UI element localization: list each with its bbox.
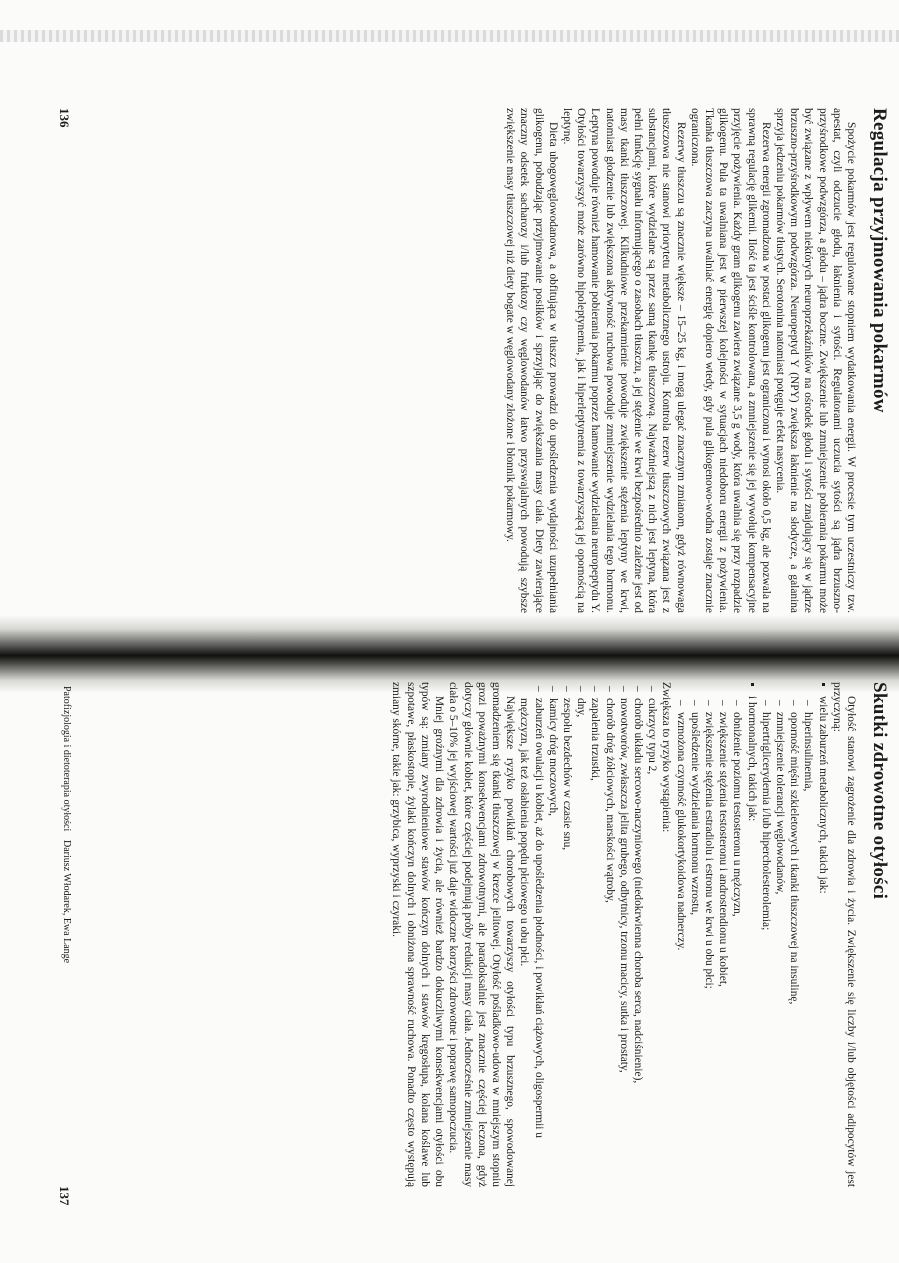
list-item: – zapalenia trzustki, [588,698,602,1187]
list-item: – wzmożona czynność glukokortykoidowa nadnerczy. [673,712,687,1187]
list-item: – upośledzenie wydzielania hormonu wzrostu, [688,712,702,1187]
list-item: – zwiększenie stężenia testosteronu i androstendionu u kobiet, [716,712,730,1187]
list-item [673,696,758,1187]
list-item: – zespołu bezdechów w czasie snu, [560,698,574,1187]
list-item: – hipertriglicerydemia i/lub hipercholesterolemia; [759,712,773,1187]
left-footer-author: Dariusz Włodarek, Ewa Lange [61,840,72,964]
right-page [110,682,890,1187]
list-item: – oporność mięśni szkieletowych i tkanki tłuszczowej na insulinę, [787,712,801,1187]
left-paragraph-2: Rezerwa energii zgromadzona w postaci glikogenu jest ograniczona i wynosi około 0,5 kg, ale pozwala na sprawną regulację glikemii. Ilość ta jest ściśle kontrolowana, a zmniejszenie się jej wywołuje kompensacyjne przyjęcie pożywienia. Każdy gram glikogenu zawiera związane 3,5 g wody, która uwalnia się przy rozpadzie glikogenu. Pula ta uwalniana jest w pierwszej kolejności w sytuacjach niedoboru energii z pożywienia. Tkanka tłuszczowa zaczyna uwalniać energię dopiero wtedy, gdy pula glikogenowo-wodna zostaje znacznie ograniczona. [688,108,772,613]
list-item: – zwiększenie stężenia estradiolu i estronu we krwi u obu płci; [702,712,716,1187]
risk-list [517,682,659,1187]
right-paragraph-2: Mniej groźnymi dla zdrowia i życia, ale również bardzo dokuczliwymi konsekwencjami otyłości obu typów są: zmiany zwyrodnieniowe stawów kończyn dolnych i stawów kręgosłupa, kolana koślawe lub szpotawe, płaskostopie, żylaki kończyn dolnych i obniżona sprawność ruchowa. Ponadto często występują zmiany skórne, takie jak: grzybica, wyprzyski i czyraki. [390,682,446,1187]
list-item: – chorób dróg żółciowych, marskości wątroby, [602,698,616,1187]
list-item: – zmniejszenie tolerancji węglowodanów, [773,712,787,1187]
right-heading: Skutki zdrowotne otyłości [869,682,890,900]
risk-intro: Zwiększa to ryzyko wystąpienia: [660,682,673,833]
right-paragraph-1: Największe ryzyko powikłań chorobowych towarzyszy otyłości typu brzusznego, spowodowanej gromadzeniem się tkanki tłuszczowej w krezce jelitowej. Otyłość pośladkowo-udowa w mniejszym stopniu grozi poważnymi konsekwencjami zdrowotnymi, ale paradoksalnie jest znacznie częściej leczona, gdyż dotyczy głównie kobiet, które częściej podejmują próby redukcji masy ciała. Jednocześnie zmniejszenie masy ciała o 5–10% jej wyjściowej wartości już daje widoczne korzyści zdrowotne i poprawę samopoczucia. [447,682,517,1187]
list-item: – chorób układu sercowo-naczyniowego (niedokrwienna choroba serca, nadciśnienie), [631,698,645,1187]
left-heading: Regulacja przyjmowania pokarmów [869,108,890,413]
list-item: – cukrzycy typu 2, [645,698,659,1187]
list-item [759,696,830,1187]
left-paragraph-3: Rezerwy tłuszczu są znacznie większe – 15–25 kg, i mogą ulegać znacznym zmianom, gdyż równowaga tłuszczowa nie stanowi priorytetu metabolicznego ustroju. Kontrola rezerw tłuszczowych związana jest z substancjami, które wydzielane są przez samą tkankę tłuszczową. Najważniejszą z nich jest leptyna, która pełni funkcję sygnału informującego o zasobach tłuszczu, a jej stężenie we krwi bezpośrednio zależne jest od masy tkanki tłuszczowej. Kilkudniowe przekarmienie powoduje zwiększenie stężenia leptyny we krwi, natomiast głodzenie lub zwiększona aktywność ruchowa powoduje zmniejszenie wydzielania tego hormonu. Leptyna powoduje również hamowanie pobierania pokarmu poprzez hamowanie wydzielania neuropeptydu Y. Otyłości towarzyszyć może zarówno hipoleptynemia, jak i hiperleptynemia z towarzyszącą jej opornością na leptynę. [560,108,687,613]
right-intro: Otyłość stanowi zagrożenie dla zdrowia i życia. Zwiększenie się liczby i/lub objętości adipocytów jest przyczyną: [830,682,857,1187]
bullet-label: wielu zaburzeń metabolicznych, takich jak: [816,696,829,894]
left-paragraph-1: Spożycie pokarmów jest regulowane stopniem wydatkowania energii. W procesie tym uczestniczy tzw. apestat, czyli odczucie głodu, łaknienia i sytości. Regulatorami uczucia sytości są jądra brzuszno-przyśrodkowe podwzgórza, a głodu – jądra boczne. Zwiększenie lub zmniejszenie pobierania pokarmu może być związane z wpływem niektórych neuroprzekaźników na ośrodek głodu i sytości znajdujący się w jądrze brzuszno-przyśrodkowym podwzgórza. Neuropeptyd Y (NPY) zwiększa łaknienie na słodycze, a galanina sprzyja jedzeniu pokarmów tłustych. Serotonina natomiast potęguje efekt nasycenia. [773,108,857,613]
list-item: – obniżenie poziomu testosteronu u mężczyzn, [730,712,744,1187]
right-footer-chapter: Patofizjologia i dietoterapia otyłości [61,686,72,832]
right-page-number: 137 [57,1186,72,1206]
left-page-number: 136 [57,108,72,128]
list-item: – hiperinsulinemia, [801,712,815,1187]
list-item: – zaburzeń owulacji u kobiet, aż do upośledzenia płodności, i powikłań ciążowych, oligospermii u mężczyzn, jak też osłabienia popędu płciowego u obu płci. [517,698,545,1187]
list-item: – kamicy dróg moczowych, [546,698,560,1187]
left-paragraph-4: Dieta ubogowęglowodanowa, a obfitująca w tłuszcz prowadzi do upośledzenia wydajności uzupełniania glikogenu, pobudzając przyjmowanie posiłków i sprzyjając do zwiększania masy ciała. Diety zawierające znaczny odsetek sacharozy i/lub fruktozy czy węglowodanów łatwo przyswajalnych powodują szybsze zwiększenie masy tłuszczowej niż diety bogate w węglowodany złożone i błonnik pokarmowy. [504,108,559,613]
scan-artifact [0,30,899,42]
list-item: – dny, [574,698,588,1187]
consequences-list [673,682,829,1187]
bullet-label: i hormonalnych, takich jak: [745,696,758,822]
list-item: – nowotworów, zwłaszcza jelita grubego, odbytnicy, trzonu macicy, sutka i prostaty, [617,698,631,1187]
left-page [110,108,890,613]
